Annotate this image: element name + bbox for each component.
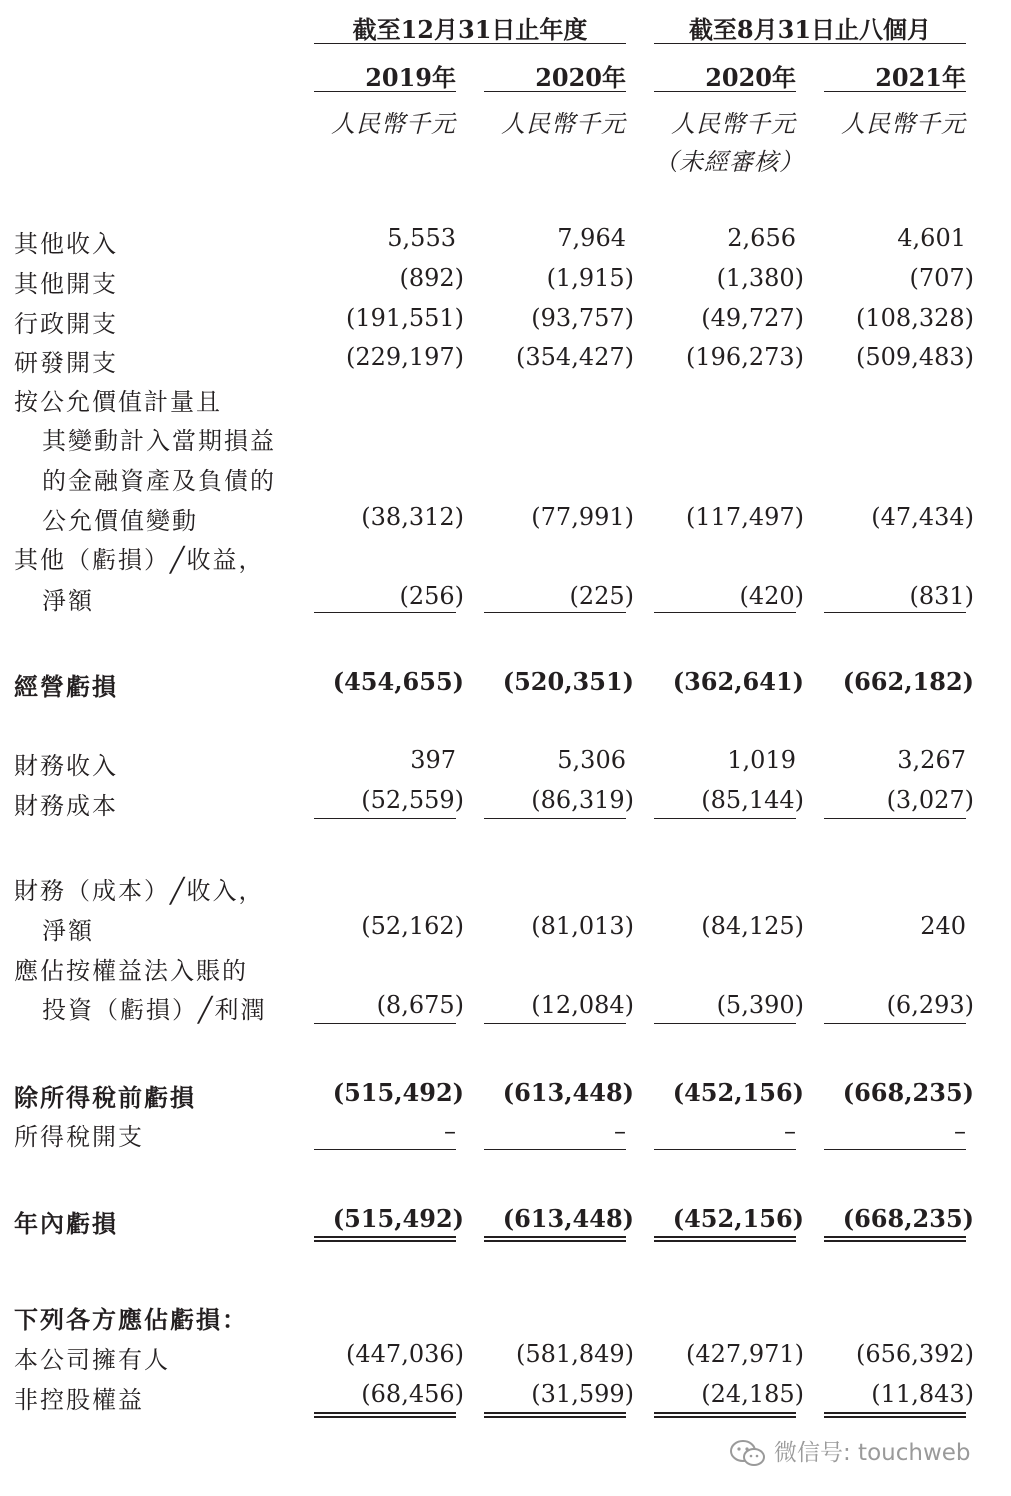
subtotal-rule — [654, 612, 796, 613]
year-underline — [484, 91, 626, 92]
subtotal-rule — [824, 1023, 966, 1024]
value-cell: (86,319) — [531, 786, 634, 814]
year-header: 2020年 — [535, 63, 626, 92]
subtotal-rule — [314, 1149, 456, 1150]
value-cell: 1,019 — [727, 746, 796, 774]
value-cell: (229,197) — [346, 343, 464, 371]
unit-header: 人民幣千元 — [841, 110, 966, 138]
value-cell: (52,162) — [361, 912, 464, 940]
row-label-fv-changes: 按公允價值計量且 — [14, 388, 222, 416]
subtotal-rule — [654, 818, 796, 819]
row-label-finance-net: 財務（成本）╱收入， — [14, 877, 265, 905]
total-double-rule — [824, 1412, 966, 1418]
total-double-rule — [484, 1412, 626, 1418]
value-cell: (581,849) — [516, 1340, 634, 1368]
row-label-finance-costs: 財務成本 — [14, 792, 118, 820]
value-cell: (662,182) — [842, 667, 974, 696]
value-cell: (77,991) — [531, 503, 634, 531]
value-cell: (68,456) — [361, 1380, 464, 1408]
row-label-nci: 非控股權益 — [14, 1386, 144, 1414]
value-cell: 7,964 — [557, 224, 626, 252]
subtotal-rule — [314, 818, 456, 819]
value-cell: (52,559) — [361, 786, 464, 814]
value-cell: (613,448) — [502, 1078, 634, 1107]
value-cell: (47,434) — [871, 503, 974, 531]
value-cell: (1,915) — [546, 264, 634, 292]
value-cell: (354,427) — [516, 343, 634, 371]
value-cell: (613,448) — [502, 1204, 634, 1233]
value-cell: (256) — [399, 582, 464, 610]
column-group-fiscal-year: 截至12月31日止年度 — [352, 15, 588, 44]
value-cell: (362,641) — [672, 667, 804, 696]
subtotal-rule — [484, 818, 626, 819]
value-cell: (8,675) — [376, 991, 464, 1019]
unit-header: 人民幣千元 — [501, 110, 626, 138]
row-label-equity-method: 應佔按權益法入賬的 — [14, 957, 248, 985]
value-cell: 5,553 — [387, 224, 456, 252]
subtotal-rule — [484, 1149, 626, 1150]
group-underline — [654, 43, 966, 44]
value-cell: (452,156) — [672, 1204, 804, 1233]
value-cell: 5,306 — [557, 746, 626, 774]
value-cell: (3,027) — [886, 786, 974, 814]
value-cell: (707) — [909, 264, 974, 292]
year-underline — [824, 91, 966, 92]
value-cell: (452,156) — [672, 1078, 804, 1107]
value-cell: 397 — [410, 746, 456, 774]
value-cell: 4,601 — [897, 224, 966, 252]
value-cell: (24,185) — [701, 1380, 804, 1408]
value-cell: (49,727) — [701, 304, 804, 332]
row-label-rd-expenses: 研發開支 — [14, 349, 118, 377]
value-cell: (668,235) — [842, 1204, 974, 1233]
value-cell: (196,273) — [686, 343, 804, 371]
value-cell: 240 — [920, 912, 966, 940]
total-double-rule — [654, 1412, 796, 1418]
group-underline — [314, 43, 626, 44]
value-cell: 3,267 — [897, 746, 966, 774]
row-label-fv-changes: 其變動計入當期損益 — [42, 427, 276, 455]
year-underline — [314, 91, 456, 92]
value-cell: 2,656 — [727, 224, 796, 252]
wechat-icon — [728, 1439, 768, 1469]
value-cell: – — [784, 1117, 796, 1145]
total-double-rule — [314, 1236, 456, 1242]
row-label-loss-for-year: 年內虧損 — [14, 1209, 118, 1238]
value-cell: (5,390) — [716, 991, 804, 1019]
value-cell: (892) — [399, 264, 464, 292]
value-cell: – — [444, 1117, 456, 1145]
value-cell: (85,144) — [701, 786, 804, 814]
row-label-other-expenses: 其他開支 — [14, 270, 118, 298]
row-label-loss-before-tax: 除所得稅前虧損 — [14, 1083, 196, 1112]
row-label-other-losses: 其他（虧損）╱收益， — [14, 546, 265, 574]
value-cell: (81,013) — [531, 912, 634, 940]
total-double-rule — [314, 1412, 456, 1418]
value-cell: – — [954, 1117, 966, 1145]
value-cell: (447,036) — [346, 1340, 464, 1368]
row-label-fv-changes: 的金融資產及負債的 — [42, 467, 276, 495]
subtotal-rule — [654, 1149, 796, 1150]
watermark-text: 微信号: touchweb — [774, 1440, 971, 1466]
value-cell: (515,492) — [332, 1204, 464, 1233]
value-cell: (454,655) — [332, 667, 464, 696]
unit-header: 人民幣千元 — [671, 110, 796, 138]
value-cell: (427,971) — [686, 1340, 804, 1368]
row-label-other-losses: 淨額 — [42, 587, 94, 615]
value-cell: (668,235) — [842, 1078, 974, 1107]
value-cell: (38,312) — [361, 503, 464, 531]
row-label-owners: 本公司擁有人 — [14, 1346, 170, 1374]
value-cell: (11,843) — [871, 1380, 974, 1408]
subtotal-rule — [824, 1149, 966, 1150]
unaudited-note: （未經審核） — [654, 148, 804, 176]
year-underline — [654, 91, 796, 92]
subtotal-rule — [824, 612, 966, 613]
column-group-eight-months: 截至8月31日止八個月 — [688, 15, 932, 44]
subtotal-rule — [314, 612, 456, 613]
value-cell: (117,497) — [686, 503, 804, 531]
value-cell: (108,328) — [856, 304, 974, 332]
total-double-rule — [484, 1236, 626, 1242]
year-header: 2020年 — [705, 63, 796, 92]
value-cell: (31,599) — [531, 1380, 634, 1408]
subtotal-rule — [484, 1023, 626, 1024]
row-label-equity-method: 投資（虧損）╱利潤 — [42, 996, 267, 1024]
row-label-admin-expenses: 行政開支 — [14, 310, 118, 338]
subtotal-rule — [824, 818, 966, 819]
value-cell: (12,084) — [531, 991, 634, 1019]
watermark — [728, 1434, 971, 1469]
value-cell: (831) — [909, 582, 974, 610]
total-double-rule — [824, 1236, 966, 1242]
value-cell: (656,392) — [856, 1340, 974, 1368]
subtotal-rule — [314, 1023, 456, 1024]
value-cell: (509,483) — [856, 343, 974, 371]
value-cell: (191,551) — [346, 304, 464, 332]
total-double-rule — [654, 1236, 796, 1242]
row-label-finance-income: 財務收入 — [14, 752, 118, 780]
value-cell: (515,492) — [332, 1078, 464, 1107]
subtotal-rule — [484, 612, 626, 613]
year-header: 2019年 — [365, 63, 456, 92]
value-cell: (93,757) — [531, 304, 634, 332]
row-label-fv-changes: 公允價值變動 — [42, 507, 198, 535]
row-label-income-tax: 所得稅開支 — [14, 1123, 144, 1151]
value-cell: (1,380) — [716, 264, 804, 292]
subtotal-rule — [654, 1023, 796, 1024]
unit-header: 人民幣千元 — [331, 110, 456, 138]
year-header: 2021年 — [875, 63, 966, 92]
value-cell: (520,351) — [502, 667, 634, 696]
attributable-heading: 下列各方應佔虧損： — [14, 1305, 248, 1334]
value-cell: (84,125) — [701, 912, 804, 940]
value-cell: (420) — [739, 582, 804, 610]
row-label-finance-net: 淨額 — [42, 917, 94, 945]
value-cell: (6,293) — [886, 991, 974, 1019]
value-cell: (225) — [569, 582, 634, 610]
value-cell: – — [614, 1117, 626, 1145]
row-label-operating-loss: 經營虧損 — [14, 672, 118, 701]
row-label-other-income: 其他收入 — [14, 230, 118, 258]
